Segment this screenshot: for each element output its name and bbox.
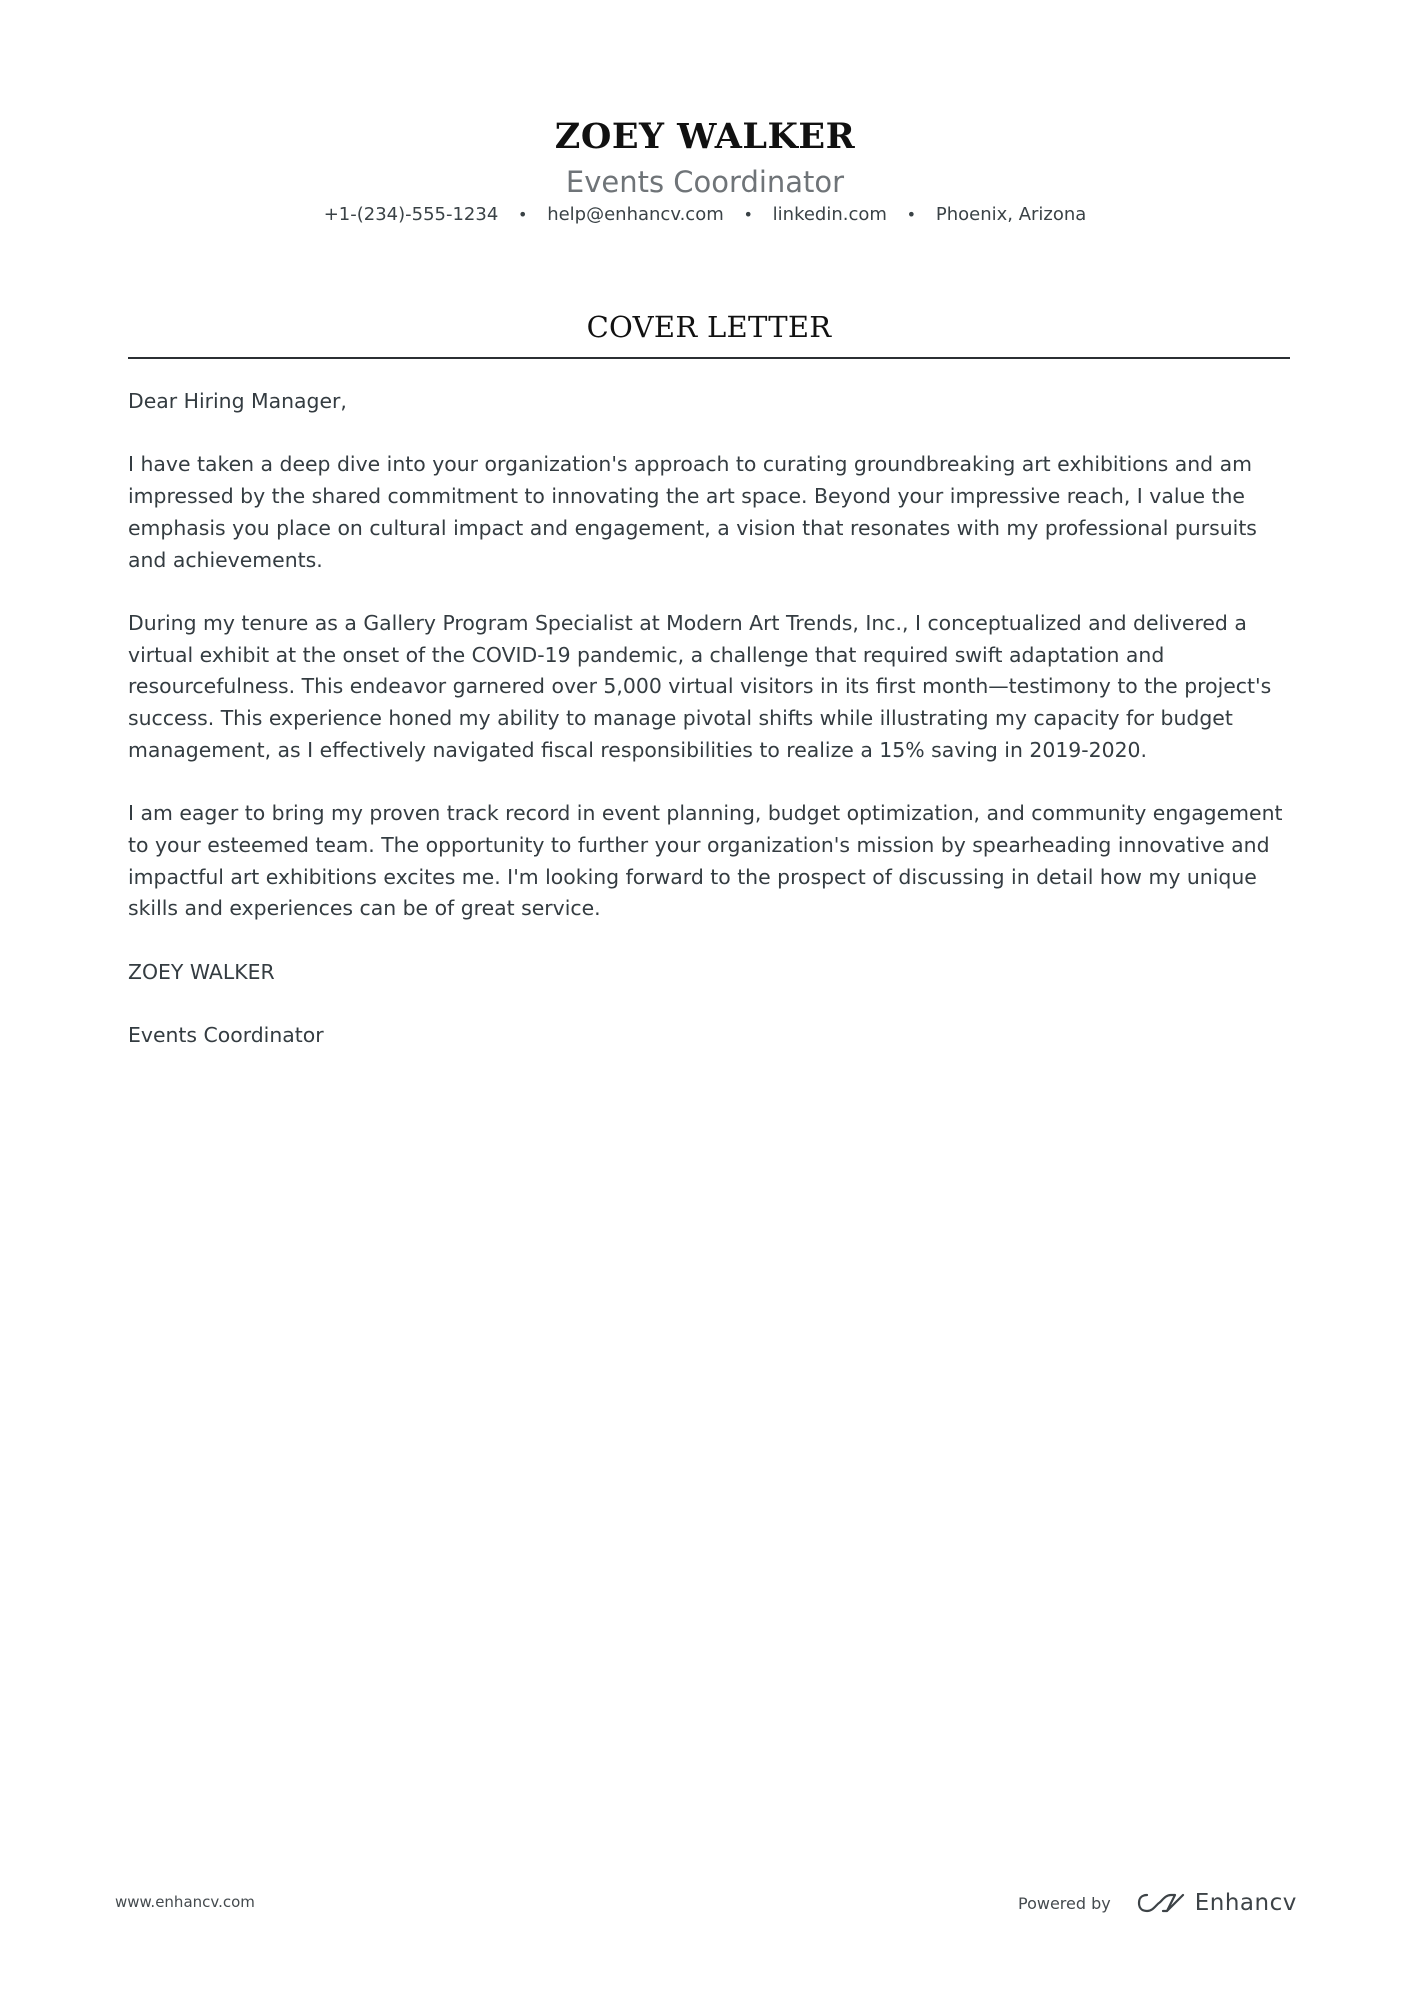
- enhancv-logo-text: Enhancv: [1194, 1890, 1297, 1916]
- contact-line: [0, 202, 1410, 228]
- footer-branding: [1018, 1886, 1297, 1920]
- letter-paragraph-2: During my tenure as a Gallery Program Specialist at Modern Art Trends, Inc., I conceptualized and delivered a virtual exhibit at the onset of the COVID-19 pandemic, a challenge that required swift adaptation and resourcefulness. This endeavor garnered over 5,000 virtual visitors in its first month—testimony to the project's success. This experience honed my ability to manage pivotal shifts while illustrating my capacity for budget management, as I effectively navigated fiscal responsibilities to realize a 15% saving in 2019-2020.: [128, 610, 1272, 762]
- separator-dot: •: [518, 205, 528, 224]
- contact-email[interactable]: help@enhancv.com: [547, 204, 724, 225]
- applicant-name: ZOEY WALKER: [554, 116, 856, 157]
- letter-body: [128, 386, 1298, 1083]
- powered-by-label: Powered by: [1018, 1893, 1111, 1913]
- signature-title: Events Coordinator: [128, 1022, 324, 1047]
- resume-header: [0, 112, 1410, 228]
- section-title: COVER LETTER: [586, 310, 832, 344]
- contact-linkedin[interactable]: linkedin.com: [772, 204, 887, 225]
- separator-dot: •: [906, 205, 917, 224]
- letter-paragraph-3: I am eager to bring my proven track record in event planning, budget optimization, and community engagement to your esteemed team. The opportunity to further your organization's mission by spearheading innovative and impactful art exhibitions excites me. I'm looking forward to the prospect of discussing in detail how my unique skills and experiences can be of great service.: [128, 801, 1283, 921]
- letter-paragraph-1: I have taken a deep dive into your organization's approach to curating groundbreaking art exhibitions and am impressed by the shared commitment to innovating the art space. Beyond your impressive reach, I value the emphasis you place on cultural impact and engagement, a vision that resonates with my professional pursuits and achievements.: [128, 452, 1257, 572]
- signature-name: ZOEY WALKER: [128, 959, 275, 984]
- letter-greeting: Dear Hiring Manager,: [128, 389, 347, 413]
- enhancv-logo-icon: [1137, 1891, 1185, 1915]
- section-divider: [128, 357, 1290, 359]
- applicant-title: Events Coordinator: [565, 165, 845, 199]
- contact-location: Phoenix, Arizona: [935, 204, 1087, 225]
- separator-dot: •: [743, 205, 753, 224]
- contact-phone: +1-(234)-555-1234: [323, 204, 499, 225]
- footer-website[interactable]: www.enhancv.com: [115, 1893, 255, 1911]
